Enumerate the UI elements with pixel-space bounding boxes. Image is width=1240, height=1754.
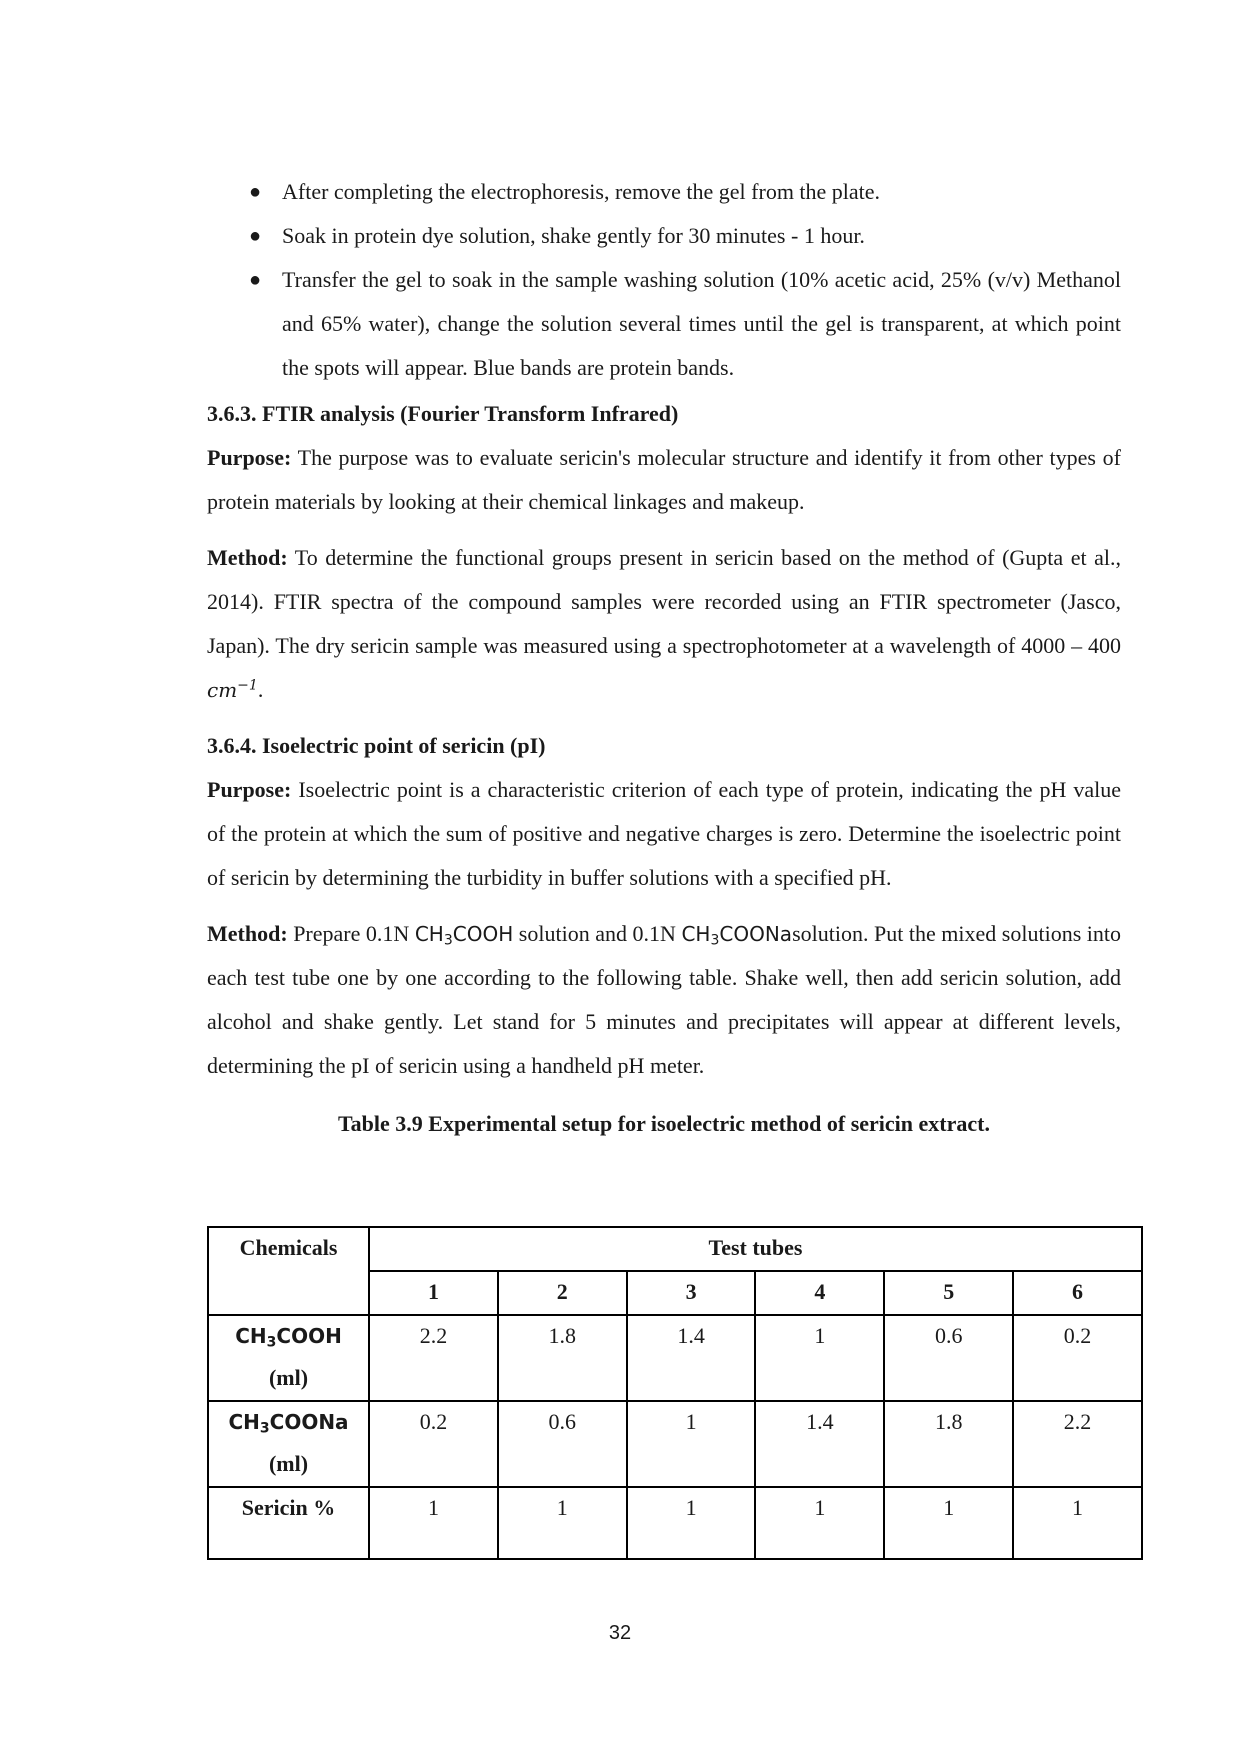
row-label: $CH_3COOH$ (ml) [208, 1315, 369, 1401]
wavenumber-unit: $cm^{-1}$ [207, 677, 258, 702]
tube-number: 5 [884, 1271, 1013, 1315]
row-label: Sericin % [208, 1487, 369, 1559]
ftir-purpose [207, 436, 1121, 524]
purpose-text: The purpose was to evaluate sericin's molecular structure and identify it from other types of protein materials by looking at their chemical linkages and makeup. [207, 445, 1121, 514]
page-number: 32 [608, 1622, 632, 1644]
table-cell: 0.2 [1013, 1315, 1142, 1401]
chem-formula-acetic-acid: $CH_3COOH$ [414, 922, 514, 949]
purpose-label: Purpose: [207, 445, 292, 470]
table-cell: 1.4 [755, 1401, 884, 1487]
purpose-text: Isoelectric point is a characteristic criterion of each type of protein, indicating the pH value of the protein at which the sum of positive and negative charges is zero. Determine the isoelectric point of sericin by determining the turbidity in buffer solutions with a specified pH. [207, 777, 1121, 890]
isoelectric-method: Method: Prepare 0.1N $CH_3COOH$ solution and 0.1N $CH_3COONasolution$. Put the mixed solutions into each test tube one by one according to the following table. Shake well, then add sericin solution, add alcohol and shake gently. Let stand for 5 minutes and precipitates will appear at different levels, determining the pI of sericin using a handheld pH meter. [207, 921, 1122, 1078]
section-heading-isoelectric: 3.6.4. Isoelectric point of sericin (pI) [207, 733, 546, 758]
isoelectric-purpose [207, 768, 1121, 900]
method-label: Method: [207, 545, 288, 570]
table-cell: 1.8 [884, 1401, 1013, 1487]
tube-number: 2 [498, 1271, 627, 1315]
table-cell: 1 [498, 1487, 627, 1559]
procedure-bullets [207, 170, 1121, 390]
method-label: Method: [207, 921, 288, 946]
tube-number: 3 [627, 1271, 756, 1315]
ftir-method: Method: To determine the functional groups present in sericin based on the method of (Gupta et al., 2014). FTIR spectra of the compound samples were recorded using an FTIR spectrometer (Jasco, Japan). The dry sericin sample was measured using a spectrophotometer at a wavelength of 4000 – 400 $cm^{-1}$. [207, 545, 1121, 702]
tube-number: 6 [1013, 1271, 1142, 1315]
list-item: ● Transfer the gel to soak in the sample washing solution (10% acetic acid, 25% (v/v) Methanol and 65% water), change the solution several times until the gel is transparent, at which point the spots will appear. Blue bands are protein bands. [207, 258, 1121, 390]
isoelectric-setup-table [207, 1226, 1143, 1560]
table-cell: 1 [369, 1487, 498, 1559]
purpose-label: Purpose: [207, 777, 292, 802]
bullet-icon: ● [249, 269, 262, 291]
bullet-icon: ● [249, 181, 262, 203]
table-cell: 0.2 [369, 1401, 498, 1487]
header-test-tubes: Test tubes [369, 1227, 1142, 1271]
list-item: ● After completing the electrophoresis, remove the gel from the plate. [207, 170, 1121, 214]
chem-formula-sodium-acetate: $CH_3COONa$ [681, 922, 793, 949]
page-body [207, 170, 1121, 1146]
table-header-row [208, 1227, 1142, 1271]
table-caption: Table 3.9 Experimental setup for isoelectric method of sericin extract. [338, 1111, 990, 1136]
bullet-icon: ● [249, 225, 262, 247]
header-chemicals: Chemicals [208, 1227, 369, 1315]
table-cell: 0.6 [884, 1315, 1013, 1401]
table-cell: 1 [627, 1487, 756, 1559]
tube-number: 4 [755, 1271, 884, 1315]
table-row [208, 1315, 1142, 1401]
table-cell: 1 [627, 1401, 756, 1487]
section-heading-ftir: 3.6.3. FTIR analysis (Fourier Transform Infrared) [207, 401, 679, 426]
list-item: ● Soak in protein dye solution, shake gently for 30 minutes - 1 hour. [207, 214, 1121, 258]
tube-number: 1 [369, 1271, 498, 1315]
table-cell: 1 [884, 1487, 1013, 1559]
method-text: To determine the functional groups present in sericin based on the method of (Gupta et al., 2014). FTIR spectra of the compound samples were recorded using an FTIR spectrometer (Jasco, Japan). The dry sericin sample was measured using a spectrophotometer at a wavelength of 4000 – 400 [207, 545, 1121, 658]
table-cell: 2.2 [369, 1315, 498, 1401]
table-cell: 0.6 [498, 1401, 627, 1487]
table-cell: 1 [755, 1487, 884, 1559]
table-row [208, 1487, 1142, 1559]
table-cell: 1 [755, 1315, 884, 1401]
table-cell: 1.8 [498, 1315, 627, 1401]
table-row [208, 1401, 1142, 1487]
row-label: $CH_3COONa$ (ml) [208, 1401, 369, 1487]
table-cell: 1.4 [627, 1315, 756, 1401]
table-cell: 2.2 [1013, 1401, 1142, 1487]
table-cell: 1 [1013, 1487, 1142, 1559]
